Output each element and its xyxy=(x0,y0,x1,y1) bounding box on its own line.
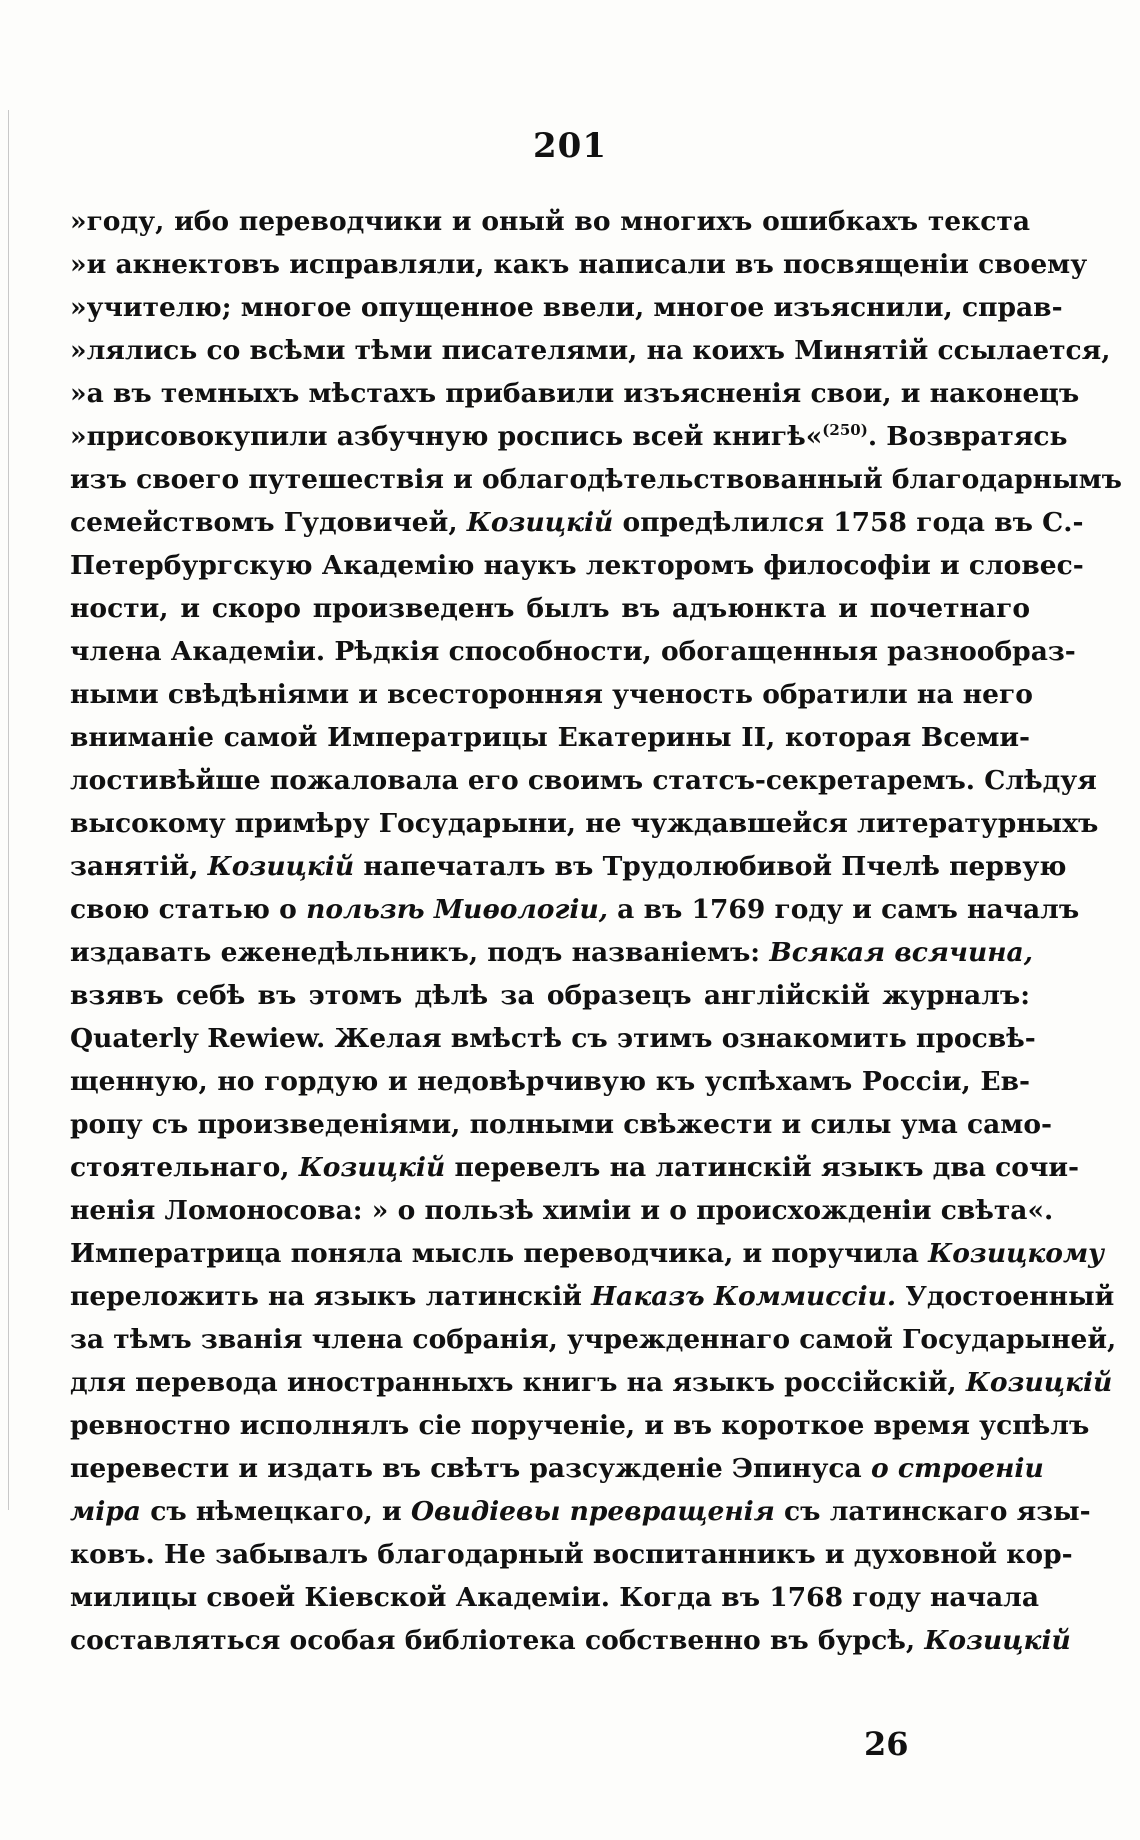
text-line xyxy=(70,716,1030,759)
italic-span: Козицкій xyxy=(466,507,614,538)
text-line xyxy=(70,1490,1091,1533)
text-line xyxy=(70,329,1111,372)
text-span: свою статью о xyxy=(70,894,307,925)
text-line xyxy=(70,1017,1036,1060)
italic-span: о строеніи xyxy=(870,1453,1044,1484)
text-line xyxy=(70,501,1084,544)
italic-span: Овидіевы превращенія xyxy=(410,1496,775,1527)
text-span: переложить на языкъ латинскій xyxy=(70,1281,592,1312)
text-span: ности, и скоро произведенъ былъ въ адъюнкта и почетнаго xyxy=(70,593,1030,624)
text-line xyxy=(70,1060,1030,1103)
text-span: напечаталъ въ Трудолюбивой Пчелѣ первую xyxy=(354,851,1067,882)
text-span: вниманіе самой Императрицы Екатерины II, которая Всеми- xyxy=(70,722,1030,753)
text-span: ненія Ломоносова: » о пользѣ химіи и о происхожденіи свѣта«. xyxy=(70,1195,1054,1226)
text-span: щенную, но гордую и недовѣрчивую къ успѣхамъ Россіи, Ев- xyxy=(70,1066,1030,1097)
page-number: 201 xyxy=(533,126,607,166)
text-span: »лялись со всѣми тѣми писателями, на коихъ Минятій ссылается, xyxy=(70,335,1111,366)
text-line xyxy=(70,802,1099,845)
text-span: за тѣмъ званія члена собранія, учрежденнаго самой Государыней, xyxy=(70,1324,1117,1355)
text-span: а въ 1769 году и самъ началъ xyxy=(607,894,1080,925)
text-line xyxy=(70,458,1122,501)
text-line xyxy=(70,1318,1117,1361)
page-edge-rule xyxy=(8,110,9,1510)
text-span: »году, ибо переводчики и оный во многихъ ошибкахъ текста xyxy=(70,206,1030,237)
text-span: опредѣлился 1758 года въ С.- xyxy=(613,507,1084,538)
text-line xyxy=(70,243,1088,286)
text-line xyxy=(70,931,1033,974)
italic-span: Козицкій xyxy=(207,851,355,882)
italic-span: Козицкій xyxy=(298,1152,446,1183)
text-span: перевести и издать въ свѣтъ разсужденіе Эпинуса xyxy=(70,1453,871,1484)
text-span: »присовокупили азбучную роспись всей книгѣ« xyxy=(70,421,823,452)
text-line xyxy=(70,1404,1090,1447)
italic-span: Козицкому xyxy=(928,1238,1105,1269)
text-line xyxy=(70,888,1080,931)
text-span: высокому примѣру Государыни, не чуждавшейся литературныхъ xyxy=(70,808,1099,839)
text-line xyxy=(70,1189,1054,1232)
text-line xyxy=(70,759,1097,802)
text-line xyxy=(70,673,1033,716)
text-span: взявъ себѣ въ этомъ дѣлѣ за образецъ англійскій журналъ: xyxy=(70,980,1030,1011)
text-line xyxy=(70,415,1068,458)
text-span: »а въ темныхъ мѣстахъ прибавили изъясненія свои, и наконецъ xyxy=(70,378,1080,409)
text-line xyxy=(70,587,1030,630)
text-line xyxy=(70,845,1067,888)
text-line xyxy=(70,544,1084,587)
text-line xyxy=(70,1533,1073,1576)
text-span: съ латинскаго язы- xyxy=(774,1496,1091,1527)
text-span: Императрица поняла мысль переводчика, и поручила xyxy=(70,1238,929,1269)
italic-span: міра xyxy=(70,1496,141,1527)
text-span: »учителю; многое опущенное ввели, многое изъяснили, справ- xyxy=(70,292,1063,323)
italic-span: Наказъ Коммиссіи. xyxy=(591,1281,897,1312)
text-span: для перевода иностранныхъ книгъ на языкъ россійскій, xyxy=(70,1367,966,1398)
italic-span: Козицкій xyxy=(924,1625,1071,1656)
text-line xyxy=(70,1576,1040,1619)
text-line xyxy=(70,1232,1105,1275)
text-line xyxy=(70,630,1076,673)
text-span: милицы своей Кіевской Академіи. Когда въ 1768 году начала xyxy=(70,1582,1040,1613)
text-span: лостивѣйше пожаловала его своимъ статсъ-секретаремъ. Слѣдуя xyxy=(70,765,1097,796)
text-line xyxy=(70,1619,1071,1662)
italic-span: пользѣ Миѳологіи, xyxy=(306,894,608,925)
body-text xyxy=(70,200,1122,1662)
text-span: издавать еженедѣльникъ, подъ названіемъ: xyxy=(70,937,770,968)
text-span: Петербургскую Академію наукъ лекторомъ философіи и словес- xyxy=(70,550,1084,581)
text-span: занятій, xyxy=(70,851,208,882)
text-line xyxy=(70,974,1030,1017)
text-span: Удостоенный xyxy=(896,1281,1115,1312)
italic-span: Козицкій xyxy=(965,1367,1113,1398)
text-line xyxy=(70,286,1063,329)
text-span: члена Академіи. Рѣдкія способности, обогащенныя разнообраз- xyxy=(70,636,1076,667)
text-span: стоятельнаго, xyxy=(70,1152,299,1183)
text-span: перевелъ на латинскій языкъ два сочи- xyxy=(445,1152,1080,1183)
text-span: ными свѣдѣніями и всесторонняя ученость обратили на него xyxy=(70,679,1033,710)
text-line xyxy=(70,372,1080,415)
text-span: семействомъ Гудовичей, xyxy=(70,507,467,538)
text-span: съ нѣмецкаго, и xyxy=(140,1496,411,1527)
text-line xyxy=(70,1447,1044,1490)
text-span: составляться особая библіотека собственно въ бурсѣ, xyxy=(70,1625,925,1656)
text-span: ревностно исполнялъ сіе порученіе, и въ короткое время успѣлъ xyxy=(70,1410,1090,1441)
text-span: . Возвратясь xyxy=(867,421,1068,452)
text-span: Quaterly Rewiew. Желая вмѣстѣ съ этимъ ознакомить просвѣ- xyxy=(70,1023,1036,1054)
signature-mark: 26 xyxy=(864,1725,909,1763)
text-span: ковъ. Не забывалъ благодарный воспитанникъ и духовной кор- xyxy=(70,1539,1073,1570)
footnote-ref: (250) xyxy=(822,421,868,440)
text-line xyxy=(70,1361,1113,1404)
text-line xyxy=(70,200,1030,243)
text-line xyxy=(70,1275,1115,1318)
italic-span: Всякая всячина, xyxy=(769,937,1033,968)
text-span: »и акнектовъ исправляли, какъ написали въ посвященіи своему xyxy=(70,249,1088,280)
text-span: изъ своего путешествія и облагодѣтельствованный благодарнымъ xyxy=(70,464,1122,495)
text-span: ропу съ произведеніями, полными свѣжести и силы ума само- xyxy=(70,1109,1052,1140)
text-line xyxy=(70,1146,1080,1189)
text-line xyxy=(70,1103,1052,1146)
